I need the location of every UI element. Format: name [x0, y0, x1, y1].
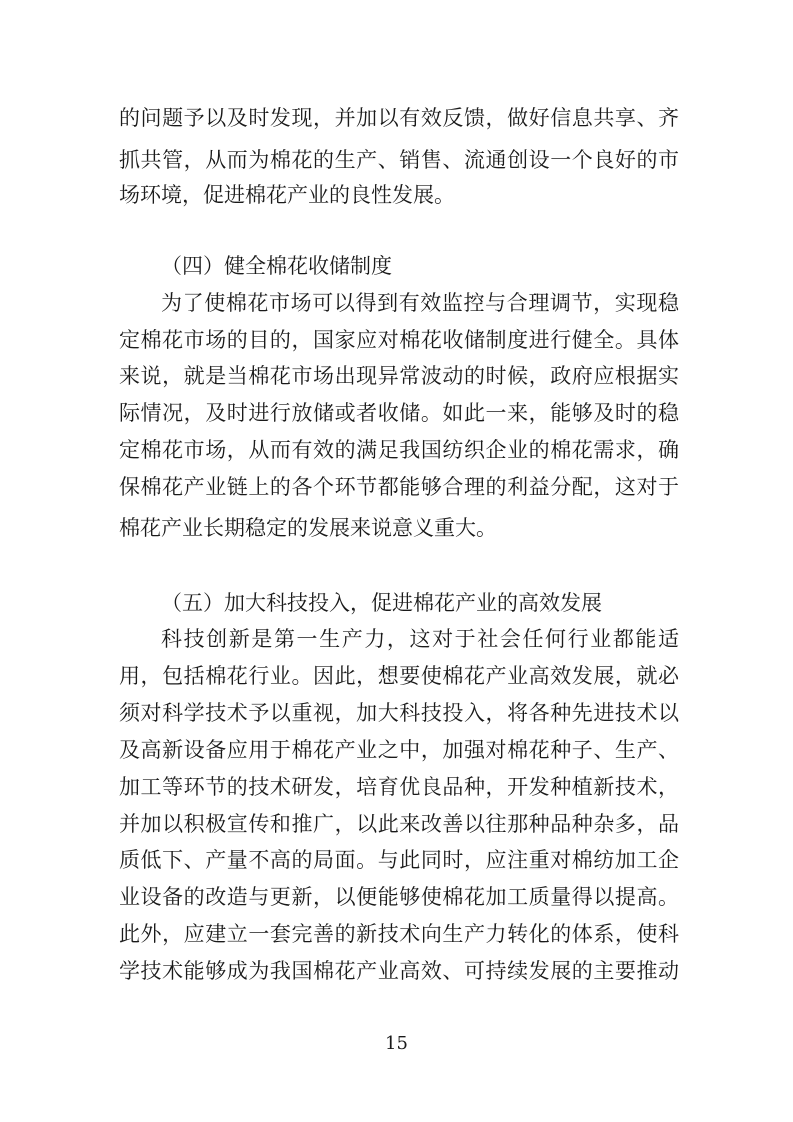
paragraph-line: 的问题予以及时发现，并加以有效反馈，做好信息共享、齐: [119, 106, 679, 130]
paragraph-line: 质低下、产量不高的局面。与此同时，应注重对棉纺加工企: [119, 848, 679, 872]
paragraph-line: 定棉花市场的目的，国家应对棉花收储制度进行健全。具体: [119, 328, 679, 352]
paragraph-line: 场环境，促进棉花产业的良性发展。: [119, 183, 455, 207]
page-number: 15: [385, 1033, 408, 1054]
paragraph-line: 及高新设备应用于棉花产业之中，加强对棉花种子、生产、: [119, 738, 679, 762]
paragraph-line: 来说，就是当棉花市场出现异常波动的时候，政府应根据实: [119, 364, 679, 388]
paragraph-line: 际情况，及时进行放储或者收储。如此一来，能够及时的稳: [119, 401, 679, 425]
paragraph-line: 并加以积极宣传和推广，以此来改善以往那种品种杂多，品: [119, 812, 679, 836]
paragraph-line: 抓共管，从而为棉花的生产、销售、流通创设一个良好的市: [119, 148, 679, 172]
paragraph-line: 业设备的改造与更新，以便能够使棉花加工质量得以提高。: [119, 885, 679, 909]
paragraph-line: 须对科学技术予以重视，加大科技投入，将各种先进技术以: [119, 701, 679, 725]
paragraph-line: 学技术能够成为我国棉花产业高效、可持续发展的主要推动: [119, 959, 679, 983]
paragraph-line: 为了使棉花市场可以得到有效监控与合理调节，实现稳: [161, 291, 679, 315]
paragraph-line: 科技创新是第一生产力，这对于社会任何行业都能适: [161, 627, 679, 651]
paragraph-line: 保棉花产业链上的各个环节都能够合理的利益分配，这对于: [119, 475, 679, 499]
section-heading-5: （五）加大科技投入，促进棉花产业的高效发展: [161, 591, 602, 615]
section-heading-4: （四）健全棉花收储制度: [161, 254, 392, 278]
paragraph-line: 加工等环节的技术研发，培育优良品种，开发种植新技术，: [119, 775, 679, 799]
paragraph-line: 棉花产业长期稳定的发展来说意义重大。: [119, 516, 497, 540]
paragraph-line: 此外，应建立一套完善的新技术向生产力转化的体系，使科: [119, 922, 679, 946]
paragraph-line: 定棉花市场，从而有效的满足我国纺织企业的棉花需求，确: [119, 438, 679, 462]
paragraph-line: 用，包括棉花行业。因此，想要使棉花产业高效发展，就必: [119, 664, 679, 688]
